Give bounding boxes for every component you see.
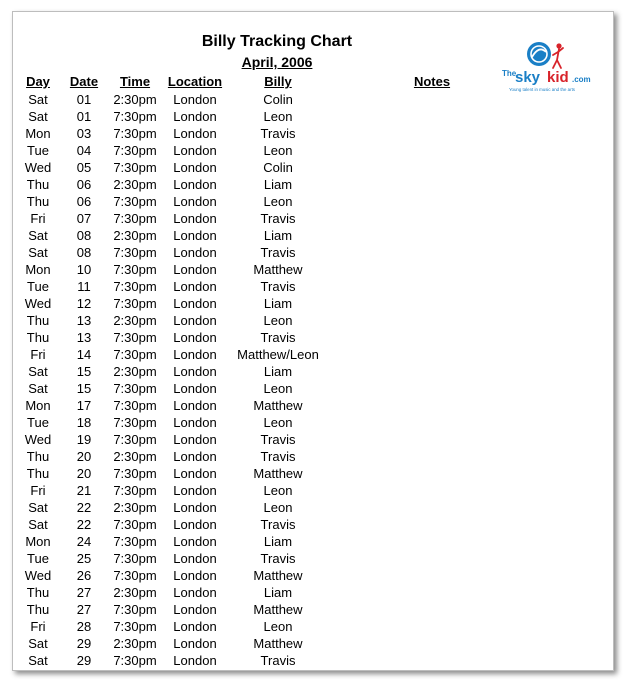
cell-date: 12 — [76, 296, 92, 311]
cell-billy: Travis — [260, 449, 296, 464]
table-row — [13, 261, 613, 278]
cell-billy: Travis — [260, 211, 296, 226]
cell-location: London — [173, 296, 217, 311]
cell-date: 11 — [77, 279, 91, 294]
cell-billy: Leon — [263, 313, 293, 328]
cell-billy: Leon — [263, 415, 293, 430]
cell-billy: Liam — [263, 364, 293, 379]
cell-date: 15 — [76, 364, 92, 379]
cell-location: London — [173, 500, 217, 515]
page-subtitle: April, 2006 — [241, 54, 313, 70]
table-row — [13, 244, 613, 261]
cell-date: 14 — [76, 347, 92, 362]
cell-date: 06 — [76, 194, 92, 209]
cell-location: London — [173, 415, 217, 430]
table-row — [13, 516, 613, 533]
cell-date: 21 — [76, 483, 92, 498]
cell-time: 2:30pm — [113, 177, 157, 192]
table-row — [13, 567, 613, 584]
table-row — [13, 448, 613, 465]
cell-date: 28 — [76, 619, 92, 634]
table-row — [13, 193, 613, 210]
cell-day: Fri — [30, 347, 46, 362]
cell-day: Thu — [26, 449, 50, 464]
cell-date: 25 — [76, 551, 92, 566]
cell-time: 7:30pm — [113, 483, 157, 498]
table-row — [13, 312, 613, 329]
cell-time: 2:30pm — [113, 449, 157, 464]
table-row — [13, 584, 613, 601]
table-row — [13, 550, 613, 567]
cell-location: London — [173, 262, 217, 277]
cell-billy: Travis — [260, 551, 296, 566]
cell-date: 08 — [76, 245, 92, 260]
cell-location: London — [173, 279, 217, 294]
cell-time: 7:30pm — [113, 551, 157, 566]
header-notes: Notes — [413, 74, 451, 89]
cell-location: London — [173, 568, 217, 583]
cell-day: Sat — [28, 653, 48, 668]
cell-billy: Leon — [263, 194, 293, 209]
cell-time: 7:30pm — [113, 517, 157, 532]
cell-time: 7:30pm — [113, 619, 157, 634]
cell-billy: Liam — [263, 585, 293, 600]
cell-day: Tue — [27, 279, 49, 294]
cell-date: 22 — [76, 500, 92, 515]
table-row — [13, 176, 613, 193]
cell-time: 7:30pm — [113, 296, 157, 311]
cell-billy: Matthew — [253, 398, 303, 413]
cell-day: Thu — [26, 194, 50, 209]
cell-location: London — [173, 143, 217, 158]
header-date: Date — [69, 74, 99, 89]
cell-time: 7:30pm — [113, 568, 157, 583]
cell-date: 15 — [76, 381, 92, 396]
cell-billy: Colin — [263, 160, 293, 175]
cell-time: 7:30pm — [113, 534, 157, 549]
cell-day: Tue — [27, 551, 49, 566]
document-page — [12, 11, 614, 671]
cell-day: Sat — [28, 109, 48, 124]
cell-time: 7:30pm — [113, 109, 157, 124]
cell-date: 20 — [76, 449, 92, 464]
cell-date: 24 — [76, 534, 92, 549]
cell-billy: Liam — [263, 534, 293, 549]
cell-time: 7:30pm — [113, 211, 157, 226]
cell-day: Tue — [27, 415, 49, 430]
cell-billy: Travis — [260, 517, 296, 532]
cell-billy: Leon — [263, 500, 293, 515]
cell-day: Sat — [28, 245, 48, 260]
cell-time: 7:30pm — [113, 279, 157, 294]
cell-billy: Leon — [263, 143, 293, 158]
cell-day: Mon — [25, 534, 51, 549]
cell-time: 7:30pm — [113, 262, 157, 277]
cell-billy: Matthew — [253, 466, 303, 481]
cell-billy: Liam — [263, 296, 293, 311]
table-row — [13, 227, 613, 244]
cell-date: 22 — [76, 517, 92, 532]
cell-location: London — [173, 432, 217, 447]
cell-time: 2:30pm — [113, 364, 157, 379]
table-row — [13, 159, 613, 176]
cell-billy: Leon — [263, 619, 293, 634]
cell-time: 2:30pm — [113, 585, 157, 600]
cell-location: London — [173, 347, 217, 362]
cell-day: Mon — [25, 398, 51, 413]
table-row — [13, 414, 613, 431]
cell-billy: Matthew — [253, 636, 303, 651]
cell-billy: Travis — [260, 653, 296, 668]
cell-billy: Liam — [263, 177, 293, 192]
cell-date: 05 — [76, 160, 92, 175]
cell-day: Thu — [26, 177, 50, 192]
cell-time: 7:30pm — [113, 432, 157, 447]
cell-time: 7:30pm — [113, 194, 157, 209]
cell-day: Sat — [28, 228, 48, 243]
table-row — [13, 431, 613, 448]
cell-location: London — [173, 109, 217, 124]
cell-time: 7:30pm — [113, 126, 157, 141]
cell-day: Sat — [28, 500, 48, 515]
cell-billy: Matthew — [253, 568, 303, 583]
cell-date: 29 — [76, 636, 92, 651]
skykid-logo — [501, 38, 605, 98]
cell-location: London — [173, 398, 217, 413]
cell-date: 26 — [76, 568, 92, 583]
cell-billy: Leon — [263, 109, 293, 124]
cell-billy: Matthew — [253, 602, 303, 617]
cell-day: Fri — [30, 211, 46, 226]
table-row — [13, 108, 613, 125]
cell-date: 18 — [76, 415, 92, 430]
cell-location: London — [173, 517, 217, 532]
cell-time: 2:30pm — [113, 313, 157, 328]
cell-billy: Leon — [263, 381, 293, 396]
cell-day: Wed — [24, 568, 52, 583]
cell-day: Thu — [26, 466, 50, 481]
cell-day: Wed — [24, 296, 52, 311]
cell-day: Thu — [26, 585, 50, 600]
table-row — [13, 618, 613, 635]
table-row — [13, 397, 613, 414]
cell-date: 20 — [76, 466, 92, 481]
cell-location: London — [173, 160, 217, 175]
cell-location: London — [173, 211, 217, 226]
cell-location: London — [173, 381, 217, 396]
cell-day: Thu — [26, 602, 50, 617]
cell-billy: Travis — [260, 279, 296, 294]
cell-day: Sat — [28, 364, 48, 379]
table-row — [13, 278, 613, 295]
table-row — [13, 363, 613, 380]
cell-day: Fri — [30, 619, 46, 634]
table-row — [13, 210, 613, 227]
cell-location: London — [173, 466, 217, 481]
cell-day: Thu — [26, 330, 50, 345]
cell-day: Tue — [27, 143, 49, 158]
cell-billy: Matthew — [253, 262, 303, 277]
header-time: Time — [119, 74, 151, 89]
table-row — [13, 380, 613, 397]
cell-date: 07 — [76, 211, 92, 226]
logo-text-sky: sky — [515, 69, 541, 86]
cell-billy: Liam — [263, 228, 293, 243]
cell-time: 7:30pm — [113, 398, 157, 413]
cell-time: 7:30pm — [113, 415, 157, 430]
cell-time: 7:30pm — [113, 381, 157, 396]
cell-billy: Matthew/Leon — [237, 347, 319, 362]
cell-day: Fri — [30, 483, 46, 498]
cell-day: Thu — [26, 313, 50, 328]
cell-date: 04 — [76, 143, 92, 158]
cell-date: 17 — [76, 398, 92, 413]
cell-location: London — [173, 619, 217, 634]
cell-billy: Travis — [260, 245, 296, 260]
cell-date: 29 — [76, 653, 92, 668]
cell-time: 2:30pm — [113, 500, 157, 515]
cell-date: 08 — [76, 228, 92, 243]
cell-location: London — [173, 313, 217, 328]
cell-date: 03 — [76, 126, 92, 141]
cell-time: 7:30pm — [113, 330, 157, 345]
cell-day: Mon — [25, 262, 51, 277]
cell-location: London — [173, 245, 217, 260]
cell-day: Mon — [25, 126, 51, 141]
tracking-table-body — [13, 91, 613, 669]
cell-date: 01 — [76, 109, 92, 124]
table-row — [13, 125, 613, 142]
table-row — [13, 329, 613, 346]
table-row — [13, 142, 613, 159]
cell-location: London — [173, 534, 217, 549]
cell-billy: Leon — [263, 483, 293, 498]
cell-location: London — [173, 585, 217, 600]
cell-location: London — [173, 364, 217, 379]
cell-day: Sat — [28, 517, 48, 532]
cell-day: Sat — [28, 381, 48, 396]
cell-location: London — [173, 483, 217, 498]
logo-figure-head — [556, 43, 561, 48]
cell-time: 2:30pm — [113, 92, 157, 107]
table-row — [13, 652, 613, 669]
table-row — [13, 465, 613, 482]
cell-time: 2:30pm — [113, 636, 157, 651]
header-location: Location — [167, 74, 223, 89]
logo-tagline: Young talent in music and the arts — [509, 87, 575, 92]
page-title: Billy Tracking Chart — [201, 33, 353, 50]
cell-day: Wed — [24, 432, 52, 447]
cell-billy: Travis — [260, 330, 296, 345]
cell-time: 7:30pm — [113, 653, 157, 668]
cell-location: London — [173, 449, 217, 464]
cell-billy: Travis — [260, 126, 296, 141]
cell-time: 2:30pm — [113, 228, 157, 243]
table-row — [13, 601, 613, 618]
cell-day: Wed — [24, 160, 52, 175]
cell-time: 7:30pm — [113, 466, 157, 481]
cell-day: Sat — [28, 636, 48, 651]
cell-billy: Colin — [263, 92, 293, 107]
logo-figure-body — [553, 48, 563, 68]
cell-location: London — [173, 636, 217, 651]
cell-location: London — [173, 330, 217, 345]
logo-text-the: The — [502, 69, 517, 78]
table-row — [13, 533, 613, 550]
cell-time: 7:30pm — [113, 143, 157, 158]
cell-date: 27 — [76, 585, 92, 600]
header-billy: Billy — [264, 74, 292, 89]
cell-date: 06 — [76, 177, 92, 192]
cell-date: 27 — [76, 602, 92, 617]
cell-time: 7:30pm — [113, 160, 157, 175]
table-row — [13, 482, 613, 499]
table-row — [13, 295, 613, 312]
table-row — [13, 499, 613, 516]
cell-location: London — [173, 653, 217, 668]
cell-date: 13 — [76, 330, 92, 345]
logo-text-kid: kid — [547, 69, 569, 86]
cell-date: 01 — [76, 92, 92, 107]
table-row — [13, 346, 613, 363]
header-day: Day — [26, 74, 50, 89]
cell-location: London — [173, 194, 217, 209]
table-row — [13, 635, 613, 652]
cell-date: 13 — [76, 313, 92, 328]
cell-day: Sat — [28, 92, 48, 107]
cell-billy: Travis — [260, 432, 296, 447]
cell-location: London — [173, 126, 217, 141]
logo-text-dotcom: .com — [572, 75, 591, 84]
cell-date: 19 — [76, 432, 92, 447]
cell-location: London — [173, 551, 217, 566]
cell-date: 10 — [76, 262, 92, 277]
cell-time: 7:30pm — [113, 347, 157, 362]
cell-location: London — [173, 228, 217, 243]
cell-location: London — [173, 92, 217, 107]
cell-time: 7:30pm — [113, 602, 157, 617]
cell-time: 7:30pm — [113, 245, 157, 260]
cell-location: London — [173, 177, 217, 192]
cell-location: London — [173, 602, 217, 617]
